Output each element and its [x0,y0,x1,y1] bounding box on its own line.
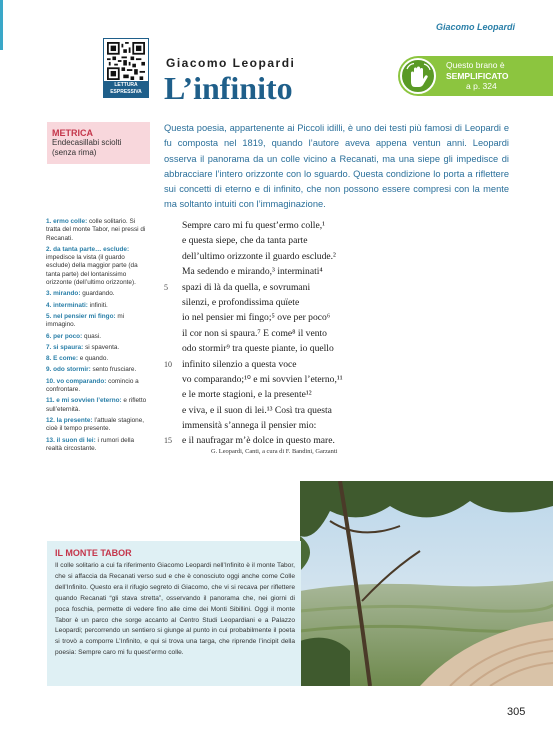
footnote: 10. vo comparando: comincio a confrontare. [46,377,139,394]
poem-title: L’infinito [164,70,293,106]
verse: silenzi, e profondissima quïete [182,296,300,308]
verse: 5 spazi di là da quella, e sovrumani [164,281,311,293]
footnote: 9. odo stormir: sento frusciare. [46,366,137,374]
verse: Sempre caro mi fu quest’ermo colle,¹ [182,220,326,231]
footnote: 2. da tanta parte… esclude: impedisce la vista (il guardo esclude) della maggior parte (da tanta parte) del lontanissimo orizzonte (dell’ultimo orizzonte). [46,245,138,287]
poem-text [160,218,400,449]
verse: odo stormir⁹ tra queste piante, io quello [182,343,334,355]
page-number: 305 [507,706,526,718]
source-citation: G. Leopardi, Canti, a cura di F. Bandini, Garzanti [211,448,338,455]
verse: Ma sedendo e mirando,³ interminati⁴ [182,266,323,278]
verse: 15 e il naufragar m’è dolce in questo mare. [164,435,335,447]
simplified-text: Questo brano è SEMPLIFICATO a p. 324 [446,60,509,91]
qr-code-icon [107,42,145,80]
metrica-line: Endecasillabi sciolti [52,138,122,147]
verse: 10 infinito silenzio a questa voce [164,358,297,370]
verse: e le morte stagioni, e la presente¹² [182,389,312,401]
footnote: 4. interminati: infiniti. [46,301,108,309]
footnote: 5. nel pensier mi fingo: mi immagino. [46,312,125,329]
metrica-box [47,122,150,164]
footnote: 6. per poco: quasi. [46,332,102,340]
monte-tabor-box [47,541,301,686]
footnotes [46,218,149,456]
footnote: 1. ermo colle: colle solitario. Si tratta del monte Tabor, nei pressi di Recanati. [46,218,146,242]
verse: e questa siepe, che da tanta parte [182,235,308,247]
verse: io nel pensier mi fingo;⁵ ove per poco⁶ [182,312,331,324]
footnote: 8. E come: e quando. [46,355,109,363]
monte-tabor-title: IL MONTE TABOR [55,548,132,558]
qr-label: LETTURA ESPRESSIVA [104,81,148,97]
metrica-line: (senza rima) [52,148,97,157]
verse: dell’ultimo orizzonte il guardo esclude.² [182,250,336,262]
footnote: 3. mirando: guardando. [46,290,115,298]
author-name: Giacomo Leopardi [166,56,296,70]
verse: vo comparando;¹⁰ e mi sovvien l’eterno,¹¹ [182,373,343,385]
footnote: 13. il suon di lei: i rumori della realtà circostante. [46,436,135,452]
verse: il cor non si spaura.⁷ E come⁸ il vento [182,327,327,339]
corner-accent-bar [0,0,3,50]
monte-tabor-text: Il colle solitario a cui fa riferimento Giacomo Leopardi nell’Infinito è il monte Tabor, che si affaccia da Recanati verso sud e che è conosciuto oggi anche come Colle dell’Infinito. Questo era il rifugio segreto di Giacomo, che vi si recava per riflettere quando Recanati “gli stava stretta”, osservando il panorama che, nei giorni di poca foschia, permette di vedere fino alle cime dei Monti Sibillini. Oggi il monte Tabor è un parco che sorge accanto al Centro Studi Leopardiani e a Palazzo Leopardi; percorrendo un sentiero si giunge al punto in cui probabilmente il poeta si trovò a comporre L’Infinito, e qui si trova una targa, che riprende l’incipit della poesia: Sempre caro mi fu quest’ermo colle. [55,562,295,657]
footnote: 12. la presente: l’attuale stagione, cioè il tempo presente. [46,416,145,433]
running-head: Giacomo Leopardi [435,22,515,32]
qr-code-box[interactable] [103,38,149,98]
verse: e viva, e il suon di lei.¹³ Così tra questa [182,404,332,416]
verse: immensità s’annega il pensier mio: [182,420,317,432]
intro-paragraph: Questa poesia, appartenente ai Piccoli idilli, è uno dei testi più famosi di Leopardi e fu composta nel 1819, quando l’autore aveva appena ventun anni. Leopardi osserva il panorama da un colle vicino a Recanati, ma una siepe gli impedisce di abbracciare l’intero orizzonte con lo sguardo. Questa condizione lo porta a riflettere sui concetti di eterno e di infinito, che non possono essere compresi con la mente ma soltanto intuiti con l’immaginazione. [164,123,509,210]
footnote: 7. si spaura: si spaventa. [46,343,120,351]
simplified-version-badge[interactable] [398,56,553,96]
landscape-photo [300,481,553,686]
metrica-title: METRICA [52,128,93,138]
footnote: 11. e mi sovvien l’eterno: e rifletto sull’eternità. [46,397,147,413]
hand-icon [400,58,436,94]
